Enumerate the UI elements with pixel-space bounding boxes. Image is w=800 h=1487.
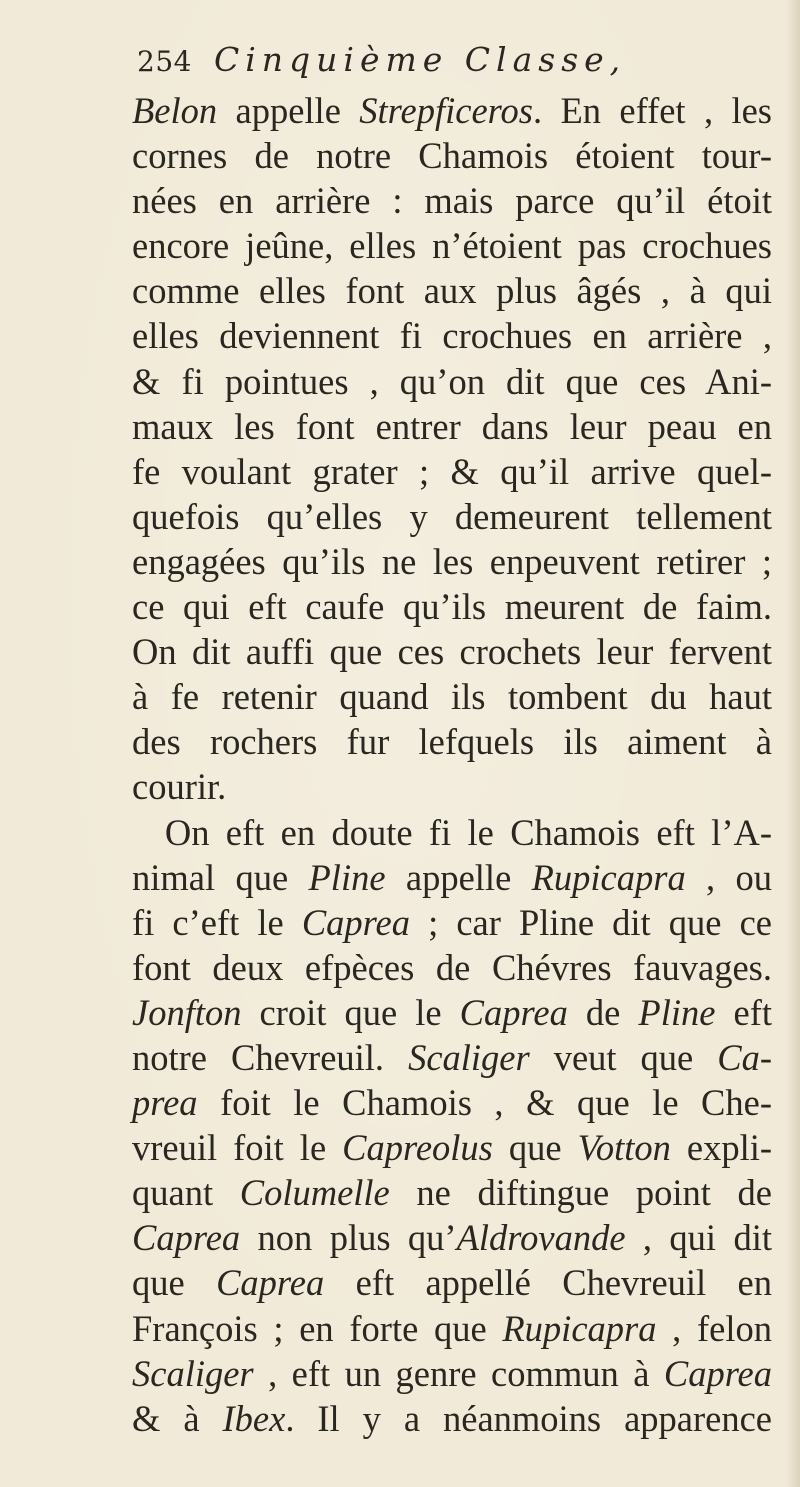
text-run: appelle: [217, 90, 360, 131]
text-run: croit que le: [241, 991, 460, 1033]
text-line: [132, 404, 772, 449]
text-run: elles deviennent fi crochues en arrière ,: [132, 315, 772, 357]
text-run: font deux efpèces de Chévres fauvages.: [132, 946, 772, 988]
running-head: [137, 40, 777, 88]
text-run: que: [132, 1262, 217, 1304]
italic-name: Ibex: [222, 1397, 286, 1439]
text-run: , eft un genre commun à: [253, 1352, 664, 1394]
text-run: à fe retenir quand ils tombent du haut: [132, 676, 772, 718]
text-run: maux les font entrer dans leur peau en: [132, 405, 772, 447]
text-line: [132, 539, 772, 584]
text-run: courir.: [132, 766, 227, 808]
text-run: François ; en forte que: [132, 1307, 503, 1349]
text-run: foit le Chamois , & que le Che-: [197, 1082, 772, 1124]
italic-name: Columelle: [239, 1172, 390, 1214]
italic-name: Ca-: [717, 1036, 772, 1078]
italic-name: Rupicapra: [502, 1307, 657, 1349]
text-line: [132, 629, 772, 674]
text-run: & à: [132, 1397, 223, 1439]
text-line: [132, 855, 772, 900]
text-run: On eft en doute fi le Chamois eft l’A-: [164, 811, 772, 853]
text-run: eft: [715, 991, 772, 1033]
italic-name: Belon: [132, 90, 218, 131]
text-run: de: [567, 991, 639, 1033]
text-run: appelle: [385, 856, 532, 898]
text-run: ce qui eft caufe qu’ils meurent de faim.: [132, 586, 772, 628]
text-run: veut que: [529, 1036, 718, 1078]
italic-name: Caprea: [132, 1217, 241, 1259]
italic-name: Caprea: [301, 901, 410, 943]
italic-name: Caprea: [216, 1262, 325, 1304]
paragraph-first-line: [132, 810, 772, 855]
text-run: ne diftingue point de: [389, 1172, 773, 1214]
text-run: . En effet , les: [532, 90, 772, 131]
text-line: [132, 584, 772, 629]
text-line: [132, 900, 772, 945]
text-run: , felon: [656, 1307, 772, 1349]
text-line: [132, 1215, 772, 1260]
italic-name: Jonfton: [132, 991, 242, 1033]
text-run: . Il y a néanmoins apparence: [285, 1397, 772, 1439]
text-line: [132, 1125, 772, 1170]
italic-name: Scaliger: [408, 1036, 530, 1078]
italic-name: Votton: [577, 1127, 671, 1169]
text-run: eft appellé Chevreuil en: [324, 1262, 772, 1304]
text-line: [132, 88, 772, 133]
text-line: [132, 674, 772, 719]
text-run: notre Chevreuil.: [132, 1036, 409, 1078]
page-number: 254: [137, 45, 192, 78]
italic-name: Caprea: [459, 991, 568, 1033]
text-line: [132, 764, 772, 809]
text-run: fi c’eft le: [132, 901, 302, 943]
italic-name: Pline: [638, 991, 716, 1033]
text-line: [132, 268, 772, 313]
italic-name: Aldrovande: [456, 1217, 626, 1259]
text-run: que: [492, 1127, 578, 1169]
italic-name: Caprea: [663, 1352, 772, 1394]
text-run: ; car Pline dit que ce: [409, 901, 772, 943]
text-run: fe voulant grater ; & qu’il arrive quel-: [132, 450, 772, 492]
text-run: non plus qu’: [240, 1217, 457, 1259]
page-edge-shadow: [786, 0, 800, 1487]
text-line: [132, 1080, 772, 1125]
text-run: vreuil foit le: [132, 1127, 343, 1169]
text-run: , ou: [685, 856, 773, 898]
text-line: [132, 359, 772, 404]
text-line: [132, 1396, 772, 1441]
running-title: Cinquième Classe,: [213, 40, 627, 79]
text-line: [132, 494, 772, 539]
text-run: & fi pointues , qu’on dit que ces Ani-: [132, 360, 772, 402]
text-run: nées en arrière : mais parce qu’il étoit: [132, 180, 772, 222]
text-run: , qui dit: [625, 1217, 772, 1259]
text-line: [132, 1260, 772, 1305]
text-line: [132, 313, 772, 358]
text-run: engagées qu’ils ne les enpeuvent retirer ;: [132, 540, 772, 582]
text-line: [132, 133, 772, 178]
text-line: [132, 719, 772, 764]
body-text: [132, 88, 772, 1441]
text-run: nimal que: [132, 856, 309, 898]
text-line: [132, 1170, 772, 1215]
italic-name: Scaliger: [132, 1352, 254, 1394]
text-run: quefois qu’elles y demeurent tellement: [132, 495, 772, 537]
text-line: [132, 945, 772, 990]
text-line: [132, 1306, 772, 1351]
text-line: [132, 1351, 772, 1396]
text-run: des rochers fur lefquels ils aiment à: [132, 721, 772, 763]
text-line: [132, 178, 772, 223]
text-line: [132, 449, 772, 494]
text-run: On dit auffi que ces crochets leur fervent: [132, 631, 772, 673]
italic-name: Pline: [308, 856, 386, 898]
italic-name: Rupicapra: [531, 856, 686, 898]
italic-name: Capreolus: [342, 1127, 493, 1169]
text-line: [132, 1035, 772, 1080]
text-line: [132, 990, 772, 1035]
text-run: encore jeûne, elles n’étoient pas crochues: [132, 225, 772, 267]
text-run: cornes de notre Chamois étoient tour-: [132, 135, 772, 177]
text-line: [132, 223, 772, 268]
italic-name: Strepficeros: [359, 90, 533, 131]
text-run: expli-: [670, 1127, 773, 1169]
italic-name: prea: [132, 1082, 198, 1124]
text-run: comme elles font aux plus âgés , à qui: [132, 270, 772, 312]
text-run: quant: [132, 1172, 240, 1214]
